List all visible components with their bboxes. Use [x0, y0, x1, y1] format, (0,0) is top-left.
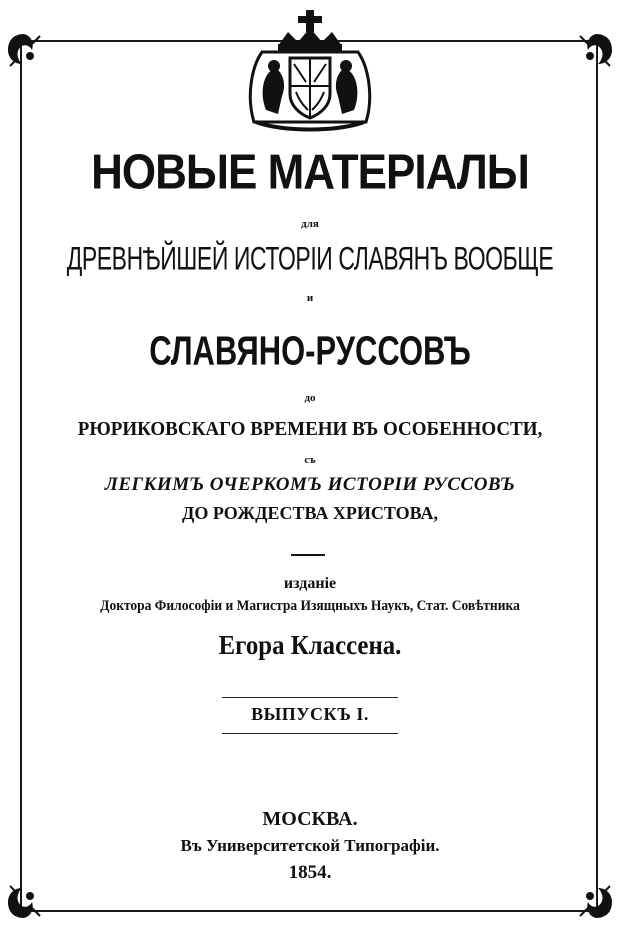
imprint-year: 1854.	[288, 862, 332, 883]
subtitle-line-2: СЛАВЯНО-РУССОВЪ	[149, 327, 471, 374]
conjunction-with: съ	[304, 454, 316, 466]
conjunction-and: и	[306, 292, 314, 304]
author-name: Егора Классена.	[218, 630, 402, 660]
issue-number: ВЫПУСКЪ I.	[251, 704, 369, 724]
author-credentials: Доктора Философіи и Магистра Изящныхъ Наукъ, Стат. Совѣтника	[100, 598, 520, 614]
book-title: НОВЫЕ МАТЕРІАЛЫ	[91, 145, 529, 200]
issue-rule-top	[222, 697, 398, 698]
fleuron-corner-icon	[576, 882, 616, 922]
subtitle-line-3: РЮРИКОВСКАГО ВРЕМЕНИ ВЪ ОСОБЕННОСТИ,	[77, 418, 543, 440]
fleuron-corner-icon	[4, 30, 44, 70]
imprint-city: МОСКВА.	[262, 808, 358, 830]
subtitle-line-1: ДРЕВНѢЙШЕЙ ИСТОРІИ СЛАВЯНЪ ВООБЩЕ	[66, 240, 554, 277]
conjunction-until: до	[304, 392, 316, 404]
issue-rule-bottom	[222, 733, 398, 734]
subtitle-line-5: ДО РОЖДЕСТВА ХРИСТОВА,	[181, 503, 439, 523]
edition-label: изданіе	[283, 575, 337, 592]
imprint-printer: Въ Университетской Типографіи.	[180, 836, 440, 855]
conjunction-for: для	[301, 218, 319, 230]
subtitle-line-4: ЛЕГКИМЪ ОЧЕРКОМЪ ИСТОРІИ РУССОВЪ	[104, 474, 516, 495]
fleuron-corner-icon	[576, 30, 616, 70]
coat-of-arms-icon	[232, 6, 388, 136]
fleuron-corner-icon	[4, 882, 44, 922]
section-divider	[291, 554, 325, 556]
